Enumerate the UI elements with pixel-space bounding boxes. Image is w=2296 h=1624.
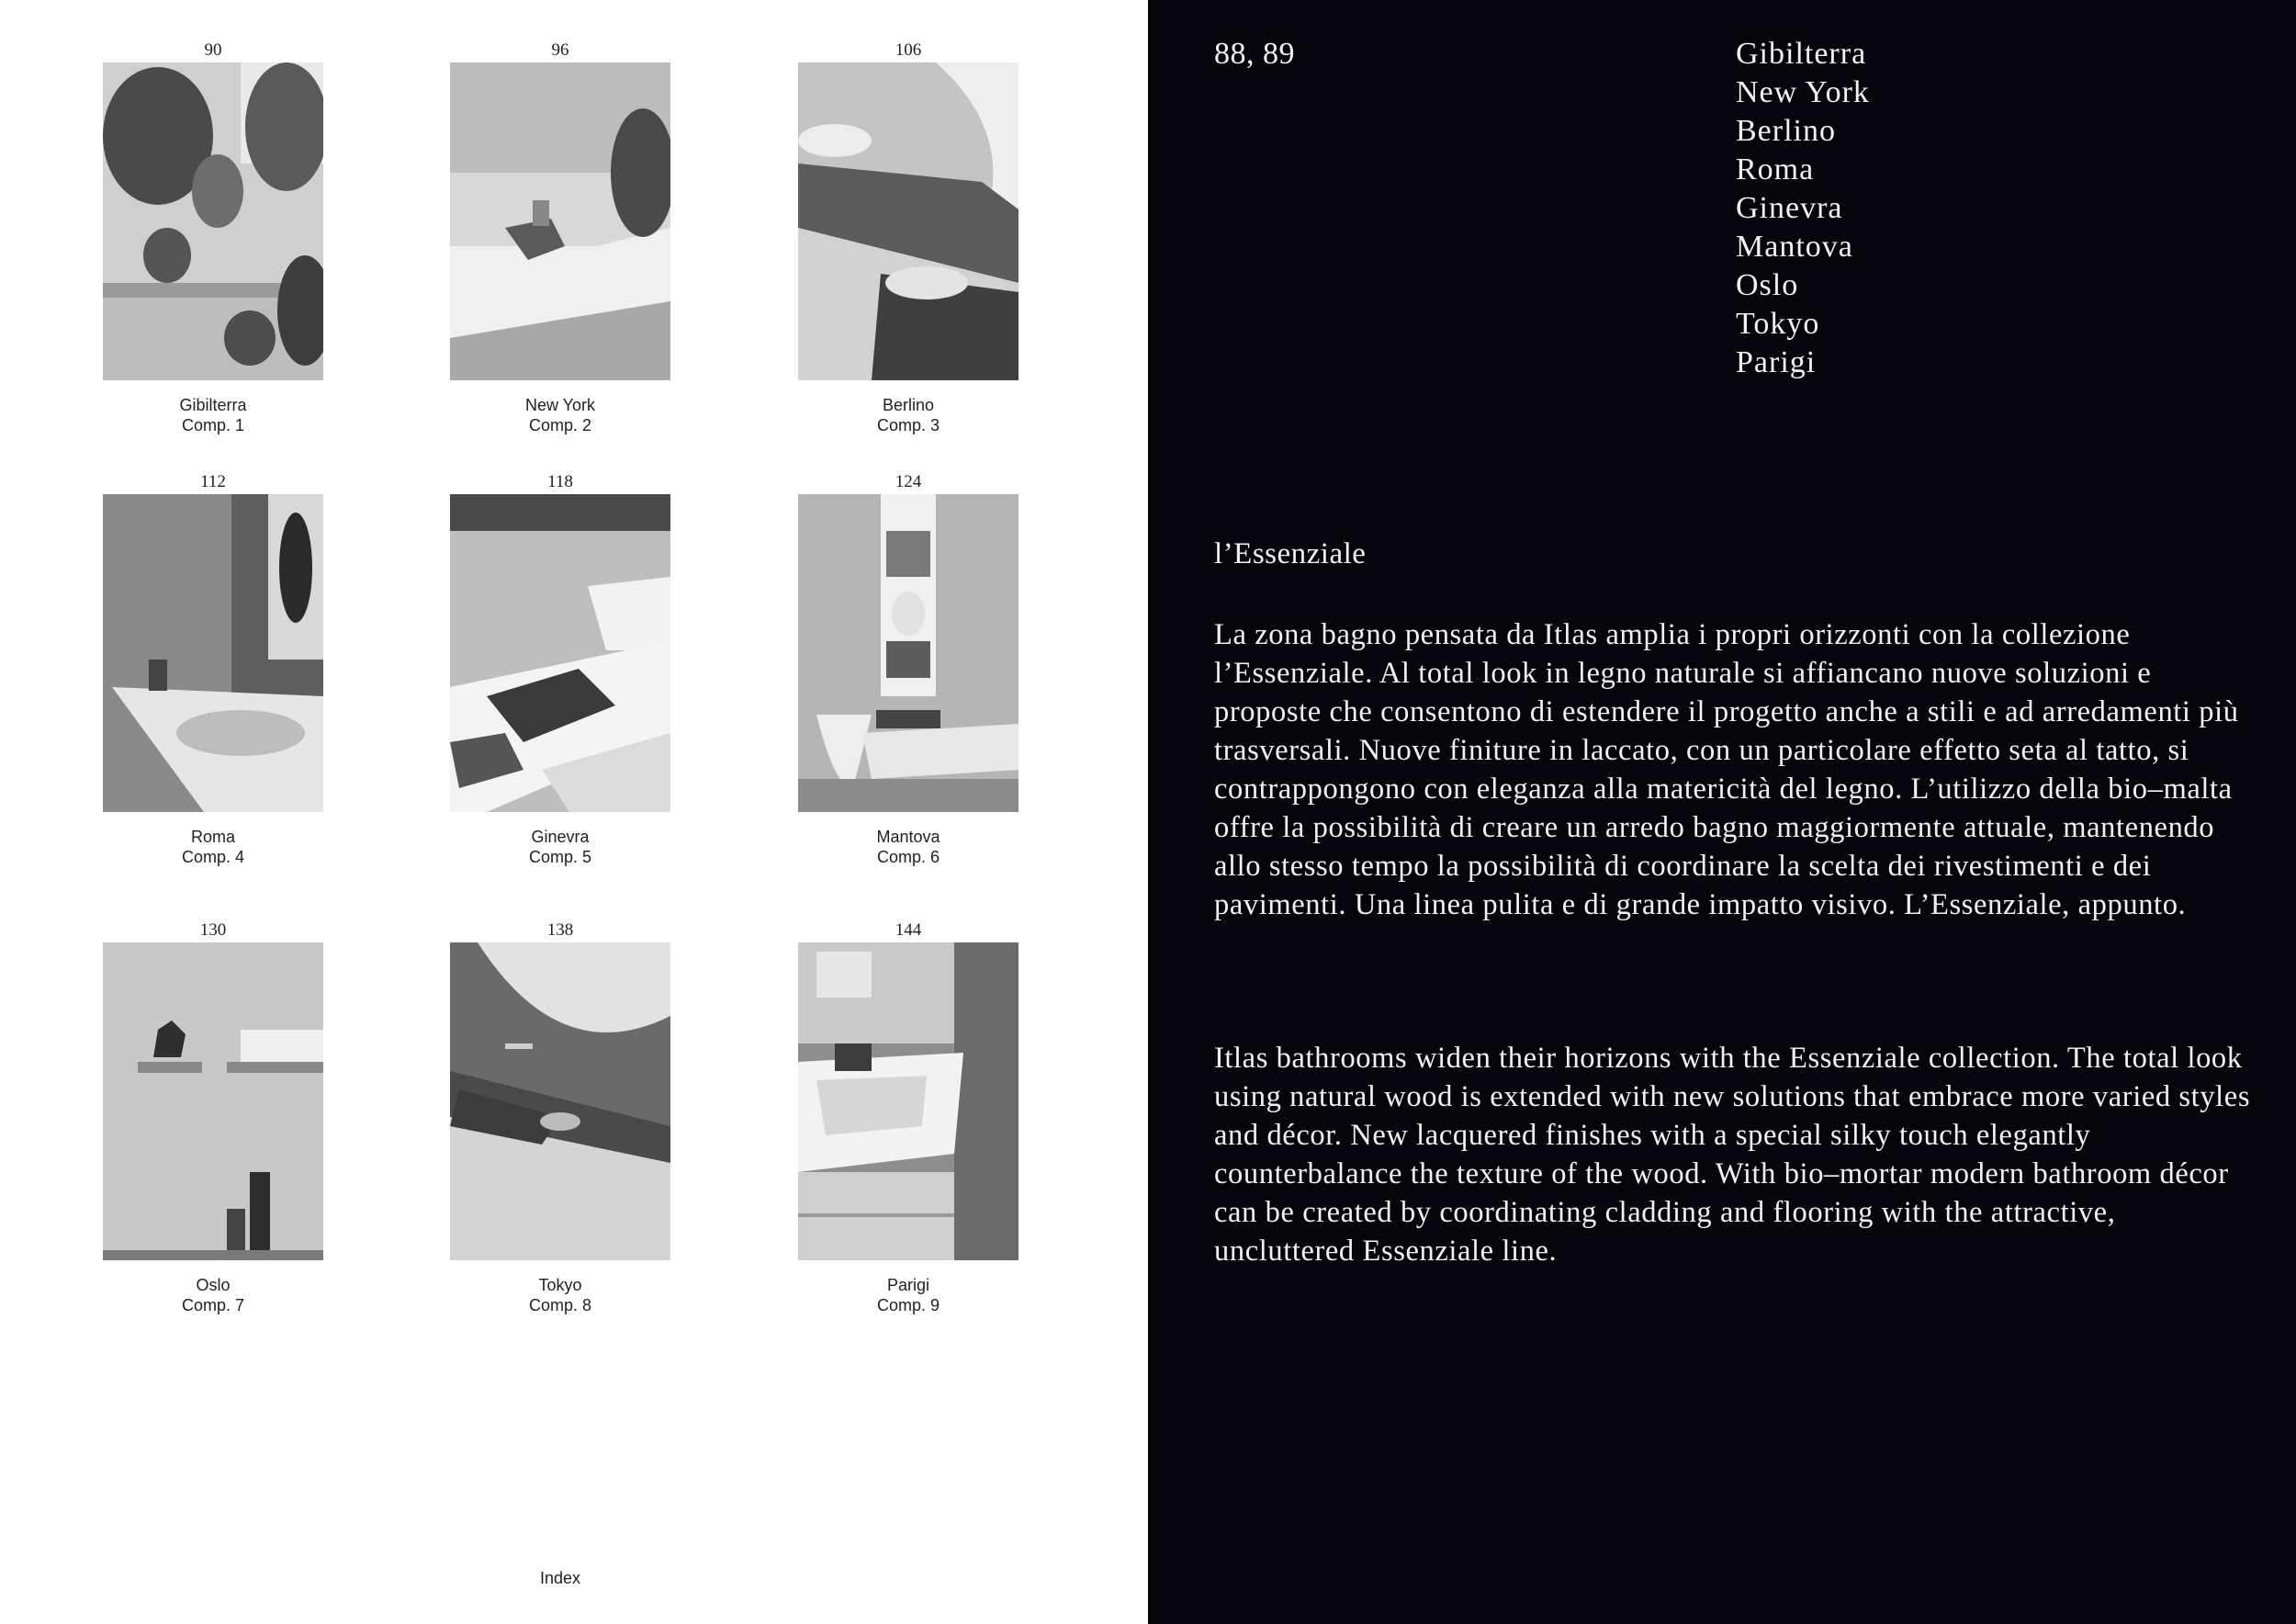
thumbnail-caption (103, 395, 323, 435)
collection-name: Ginevra (531, 828, 590, 846)
composition-label: Comp. 8 (528, 1296, 592, 1314)
collection-list-item: Mantova (1736, 230, 1853, 264)
thumbnail-page-number: 96 (551, 40, 569, 60)
section-title: l’Essenziale (1214, 537, 1367, 570)
thumbnail-page-number: 130 (199, 920, 227, 940)
thumbnail-page-number: 106 (895, 40, 922, 60)
thumbnail-caption (103, 827, 323, 867)
right-page (1148, 0, 2296, 1624)
collection-list-item: Roma (1736, 152, 1815, 186)
bathroom-photo-icon (798, 494, 1019, 812)
bathroom-photo-icon (103, 494, 323, 812)
composition-label: Comp. 6 (876, 848, 940, 866)
composition-label: Comp. 9 (876, 1296, 940, 1314)
index-label: Index (539, 1569, 581, 1587)
composition-label: Comp. 2 (528, 416, 592, 434)
collection-list-item: Parigi (1736, 345, 1817, 379)
collection-name: Parigi (886, 1276, 930, 1294)
composition-label: Comp. 5 (528, 848, 592, 866)
body-text-italian: La zona bagno pensata da Itlas amplia i propri orizzonti con la collezione l’Essenziale. Al total look in legno naturale si affiancano nuove soluzioni e proposte che consentono di estendere il progetto anche a stili e ad arredamenti più trasversali. Nuove finiture in laccato, con un particolare effetto seta al tatto, si contrappongono con eleganza alla matericità del legno. L’utilizzo della bio–malta offre la possibilità di creare un arredo bagno maggiormente attuale, mantenendo allo stesso tempo la possibilità di coordinare la scelta dei rivestimenti e dei pavimenti. Una linea pulita e di grande impatto visivo. L’Essenziale, appunto. (1214, 618, 2239, 921)
page-numbers: 88, 89 (1214, 37, 1295, 71)
bathroom-photo-icon (450, 942, 670, 1260)
thumbnail-caption (798, 1275, 1019, 1315)
thumbnail-caption (450, 395, 670, 435)
collection-list-item: Tokyo (1736, 307, 1820, 341)
collection-name: Tokyo (538, 1276, 582, 1294)
collection-name-list (1736, 35, 1870, 382)
bathroom-photo-icon (450, 494, 670, 812)
collection-list-item: Oslo (1736, 268, 1799, 302)
collection-list-item: Berlino (1736, 114, 1836, 148)
bathroom-photo-icon (103, 942, 323, 1260)
composition-label: Comp. 7 (181, 1296, 245, 1314)
collection-name: Roma (190, 828, 235, 846)
thumbnail-page-number: 124 (895, 472, 922, 491)
collection-name: Mantova (876, 828, 940, 846)
thumbnail-caption (798, 827, 1019, 867)
thumbnail-page-number: 90 (204, 40, 222, 60)
thumbnail-caption (798, 395, 1019, 435)
thumbnail-page-number: 118 (547, 472, 573, 491)
collection-name: Gibilterra (179, 396, 247, 414)
collection-list-item: Ginevra (1736, 191, 1843, 225)
collection-name: Oslo (196, 1276, 231, 1294)
body-text-english: Itlas bathrooms widen their horizons with the Essenziale collection. The total look using natural wood is extended with new solutions that embrace more varied styles and décor. New lacquered finishes with a special silky touch elegantly counterbalance the texture of the wood. With bio–mortar modern bathroom décor can be created by coordinating cladding and flooring with the attractive, uncluttered Essenziale line. (1214, 1042, 2251, 1268)
composition-label: Comp. 4 (181, 848, 245, 866)
bathroom-photo-icon (450, 62, 670, 380)
thumbnail-caption (450, 827, 670, 867)
thumbnail-caption (103, 1275, 323, 1315)
collection-list-item: Gibilterra (1736, 37, 1867, 71)
collection-name: Berlino (882, 396, 935, 414)
thumbnail-page-number: 112 (200, 472, 226, 491)
collection-list-item: New York (1736, 75, 1870, 109)
bathroom-photo-icon (798, 62, 1019, 380)
thumbnail-page-number: 144 (895, 920, 922, 940)
bathroom-photo-icon (103, 62, 323, 380)
composition-label: Comp. 3 (876, 416, 940, 434)
thumbnail-page-number: 138 (546, 920, 574, 940)
composition-label: Comp. 1 (181, 416, 245, 434)
collection-name: New York (524, 396, 596, 414)
thumbnail-caption (450, 1275, 670, 1315)
bathroom-photo-icon (798, 942, 1019, 1260)
